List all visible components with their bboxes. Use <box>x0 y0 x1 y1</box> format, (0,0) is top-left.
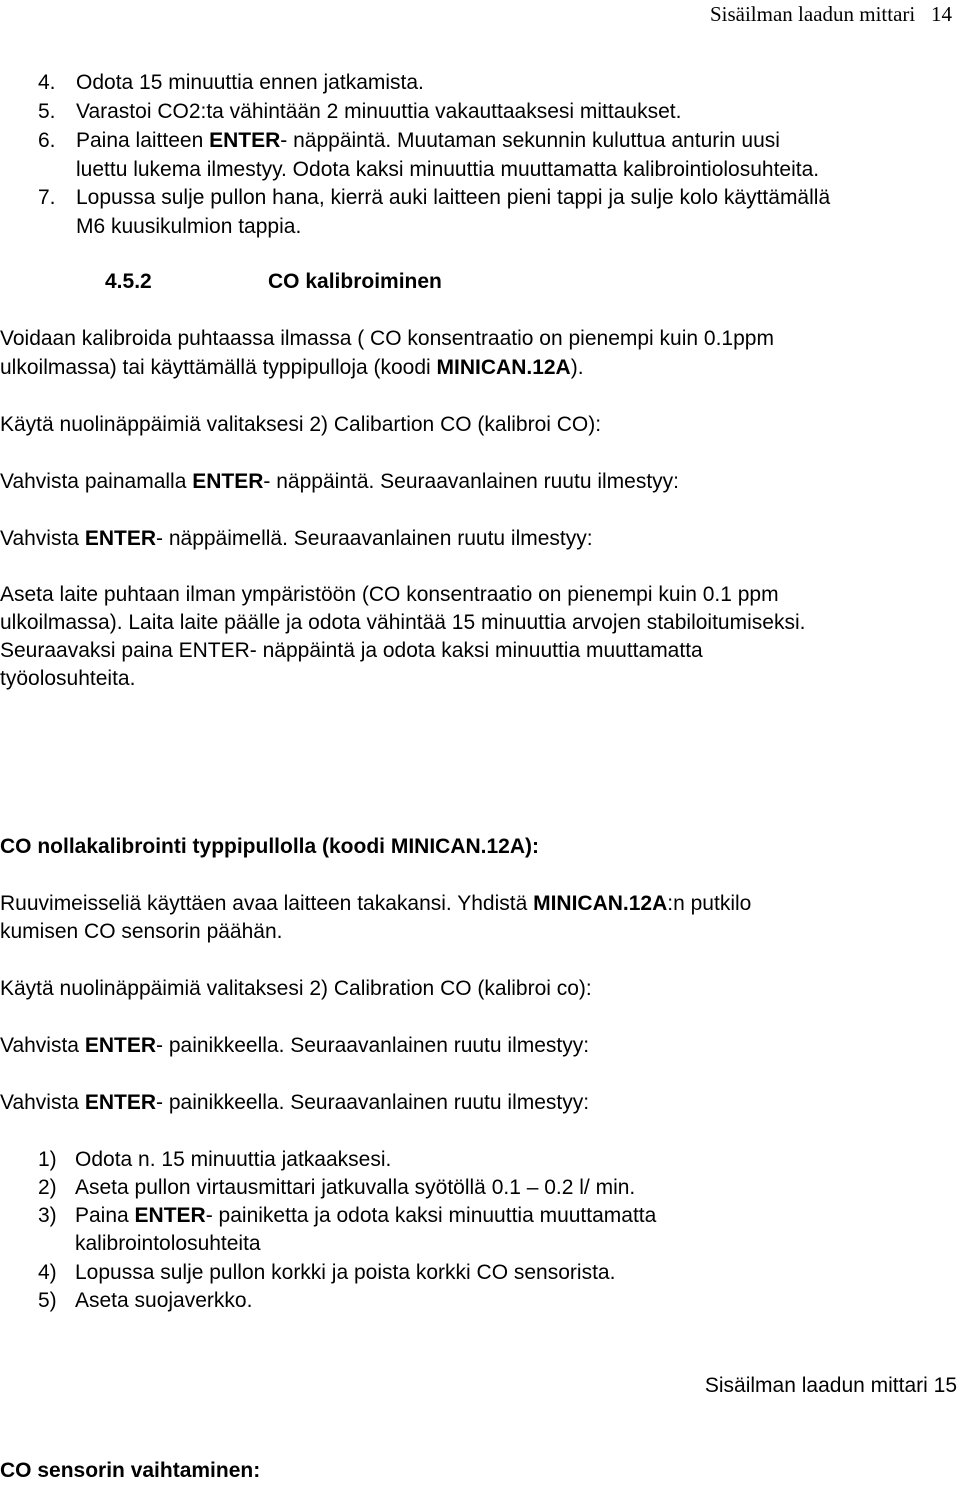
list-item-continuation: luettu lukema ilmestyy. Odota kaksi minuuttia muuttamatta kalibrointiolosuhteita. <box>76 158 820 181</box>
paragraph: Vahvista ENTER- näppäimellä. Seuraavanlainen ruutu ilmestyy: <box>0 527 593 550</box>
list-item-continuation: M6 kuusikulmion tappia. <box>76 215 302 238</box>
page-number: 14 <box>931 2 952 26</box>
paragraph: Vahvista ENTER- painikkeella. Seuraavanlainen ruutu ilmestyy: <box>0 1034 590 1057</box>
header-title: Sisäilman laadun mittari <box>709 2 916 26</box>
paragraph-line: Ruuvimeisseliä käyttäen avaa laitteen takakansi. Yhdistä MINICAN.12A:n putkilo <box>0 892 752 915</box>
section-number: 4.5.2 <box>105 270 152 293</box>
page-header <box>710 0 952 29</box>
section-heading <box>105 267 152 296</box>
paragraph-line: ulkoilmassa) tai käyttämällä typpipulloja (koodi MINICAN.12A). <box>0 356 584 379</box>
subheading: CO sensorin vaihtaminen: <box>0 1459 261 1482</box>
section-title: CO kalibroiminen <box>268 270 442 293</box>
paragraph: Käytä nuolinäppäimiä valitaksesi 2) Calibartion CO (kalibroi CO): <box>0 413 602 436</box>
next-page-header: Sisäilman laadun mittari 15 <box>704 1374 957 1397</box>
paragraph-line: ulkoilmassa). Laita laite päälle ja odota vähintää 15 minuuttia arvojen stabiloitumiseksi. <box>0 611 806 634</box>
list-item-continuation: kalibrointolosuhteita <box>75 1232 261 1255</box>
paragraph-line: Seuraavaksi paina ENTER- näppäintä ja odota kaksi minuuttia muuttamatta <box>0 639 703 662</box>
paragraph-line: kumisen CO sensorin päähän. <box>0 920 283 943</box>
paragraph: Käytä nuolinäppäimiä valitaksesi 2) Calibration CO (kalibroi co): <box>0 977 592 1000</box>
paragraph-line: työolosuhteita. <box>0 667 136 690</box>
paragraph-line: Aseta laite puhtaan ilman ympäristöön (CO konsentraatio on pienempi kuin 0.1 ppm <box>0 583 779 606</box>
paragraph: Vahvista painamalla ENTER- näppäintä. Seuraavanlainen ruutu ilmestyy: <box>0 470 680 493</box>
paragraph-line: Voidaan kalibroida puhtaassa ilmassa ( CO konsentraatio on pienempi kuin 0.1ppm <box>0 327 774 350</box>
subheading: CO nollakalibrointi typpipullolla (koodi MINICAN.12A): <box>0 835 540 858</box>
paragraph: Vahvista ENTER- painikkeella. Seuraavanlainen ruutu ilmestyy: <box>0 1091 590 1114</box>
